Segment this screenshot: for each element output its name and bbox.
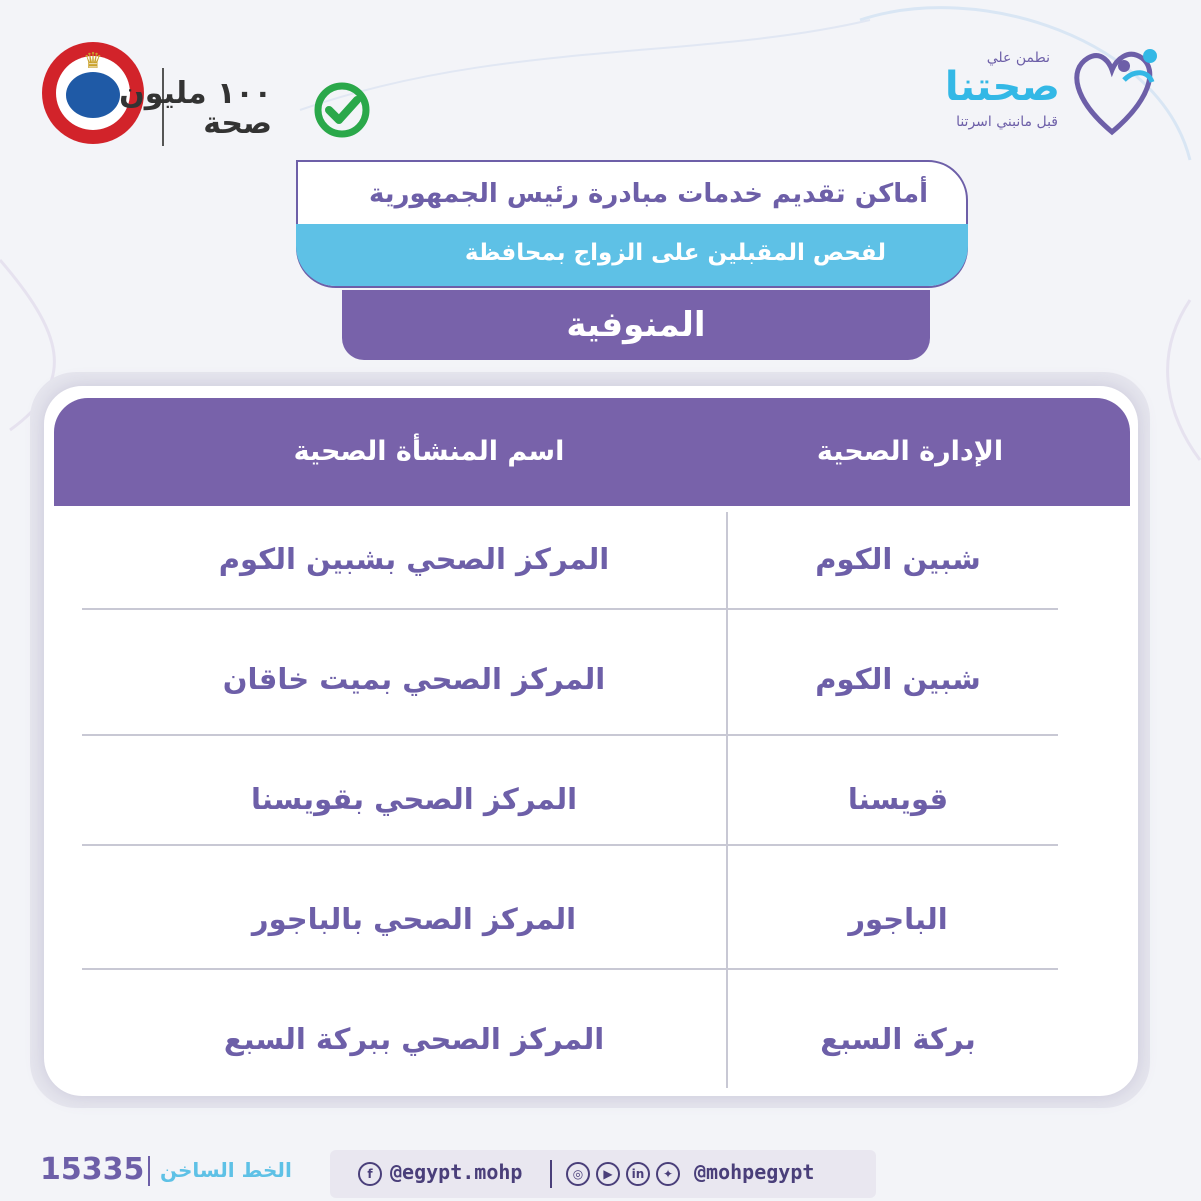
hotline-divider — [148, 1156, 150, 1186]
social-divider — [550, 1160, 552, 1188]
hotline-label: الخط الساخن — [160, 1158, 292, 1182]
row-divider — [82, 734, 1058, 736]
row-2-facility: المركز الصحي بميت خاقان — [222, 662, 606, 696]
column-header-facility: اسم المنشأة الصحية — [293, 436, 565, 467]
row-5-facility: المركز الصحي ببركة السبع — [223, 1022, 605, 1056]
row-1-facility: المركز الصحي بشبين الكوم — [218, 542, 610, 576]
heart-family-icon — [1064, 40, 1160, 140]
sehatna-logo — [920, 30, 1170, 150]
hotline-number: 15335 — [40, 1152, 145, 1187]
check-icon — [312, 80, 372, 140]
sehatna-tagline-top: نطمن علي — [986, 50, 1050, 66]
row-4-admin: الباجور — [848, 902, 948, 936]
title-line2: لفحص المقبلين على الزواج بمحافظة — [464, 240, 886, 266]
eagle-icon: ♛ — [83, 49, 103, 74]
sehatna-tagline-bottom: قبل مانبني اسرتنا — [956, 114, 1058, 130]
youtube-icon[interactable]: ▶ — [596, 1162, 620, 1186]
linkedin-icon[interactable]: in — [626, 1162, 650, 1186]
row-4-facility: المركز الصحي بالباجور — [251, 902, 577, 936]
row-divider — [82, 968, 1058, 970]
facebook-icon[interactable]: f — [358, 1162, 382, 1186]
row-5-admin: بركة السبع — [820, 1022, 976, 1056]
row-divider — [82, 844, 1058, 846]
facebook-handle[interactable]: @egypt.mohp — [390, 1160, 523, 1184]
row-2-admin: شبين الكوم — [815, 662, 981, 696]
row-3-admin: قويسنا — [847, 782, 949, 816]
hundred-million-health-logo — [119, 76, 372, 142]
sehatna-wordmark: صحتنا — [944, 64, 1060, 110]
row-3-facility: المركز الصحي بقويسنا — [250, 782, 578, 816]
governorate-name: المنوفية — [566, 305, 706, 345]
million-logo-line2: صحة — [203, 106, 272, 141]
column-header-admin: الإدارة الصحية — [816, 436, 1004, 467]
instagram-icon[interactable]: ◎ — [566, 1162, 590, 1186]
table-card — [44, 386, 1138, 1096]
title-line1: أماكن تقديم خدمات مبادرة رئيس الجمهورية — [369, 179, 928, 209]
million-logo-line1: ١٠٠ مليون — [119, 76, 272, 111]
twitter-icon[interactable]: ✦ — [656, 1162, 680, 1186]
row-1-admin: شبين الكوم — [815, 542, 981, 576]
social-handle[interactable]: @mohpegypt — [694, 1160, 815, 1184]
row-divider — [82, 608, 1058, 610]
